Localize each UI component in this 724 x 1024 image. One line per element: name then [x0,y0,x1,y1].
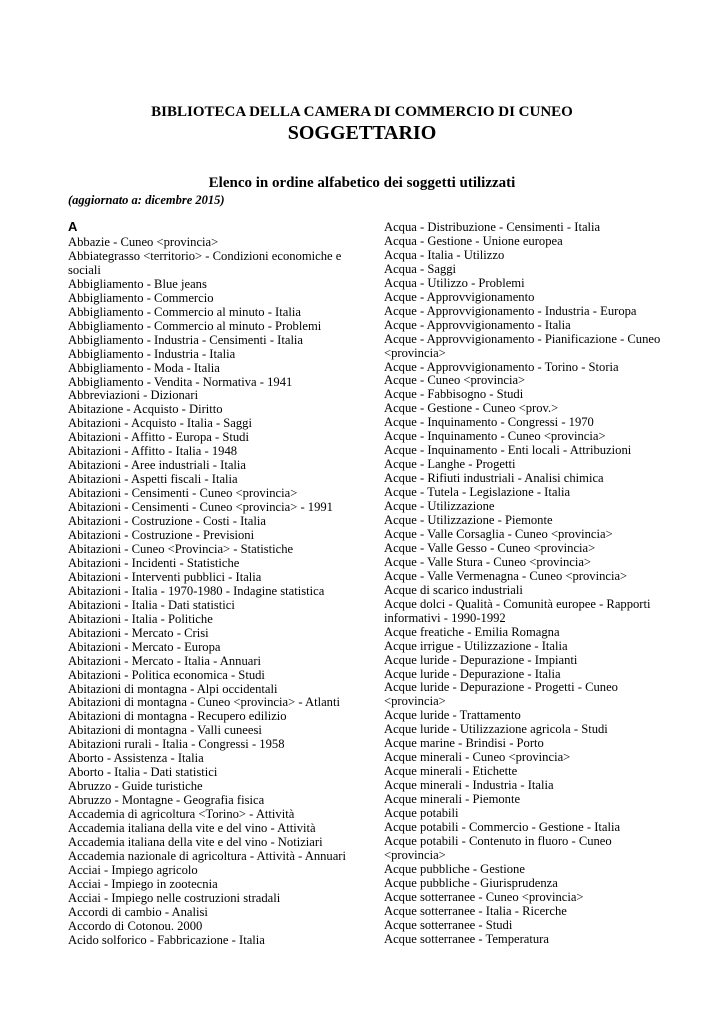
subject-entry: Abitazioni - Mercato - Crisi [68,625,209,640]
subject-entry: Acque minerali - Industria - Italia [384,778,554,793]
subject-entry: Acque - Inquinamento - Congressi - 1970 [384,415,594,430]
subject-entry: Abitazioni - Acquisto - Italia - Saggi [68,416,252,431]
subject-entry: Acque - Langhe - Progetti [384,457,516,472]
subject-entry: Acque - Gestione - Cuneo <prov.> [384,401,559,416]
subject-entry: Acciai - Impiego nelle costruzioni stradali [68,890,281,905]
subject-entry: Abitazioni - Affitto - Europa - Studi [68,430,249,445]
institution-name: BIBLIOTECA DELLA CAMERA DI COMMERCIO DI CUNEO [151,104,573,120]
subject-entry: Abitazioni - Costruzione - Costi - Italia [68,514,266,529]
right-entry-list [384,221,670,947]
subject-entry: Accordo di Cotonou. 2000 [68,918,203,933]
subject-entry: Abbiategrasso <territorio> - Condizioni economiche e sociali [68,248,342,277]
subject-entry: Abitazioni - Aree industriali - Italia [68,458,247,473]
subject-entry: Abitazioni - Mercato - Italia - Annuari [68,653,262,668]
document-subtitle: Elenco in ordine alfabetico dei soggetti utilizzati [208,175,516,191]
subject-entry: Acque pubbliche - Gestione [384,861,525,876]
subject-entry: Acciai - Impiego in zootecnia [68,876,218,891]
subject-entry: Acque - Approvvigionamento - Pianificazione - Cuneo <provincia> [384,331,661,360]
subject-entry: Accademia nazionale di agricoltura - Attività - Annuari [68,848,347,863]
left-column [68,220,350,948]
subject-entry: Abitazioni di montagna - Alpi occidentali [68,681,278,696]
subject-entry: Acqua - Gestione - Unione europea [384,233,563,248]
subject-entry: Acque freatiche - Emilia Romagna [384,624,560,639]
subject-entry: Abbigliamento - Moda - Italia [68,360,220,375]
subject-entry: Abitazioni - Costruzione - Previsioni [68,528,255,543]
subject-entry: Acque sotterranee - Temperatura [384,931,549,946]
document-title: SOGGETTARIO [287,122,437,144]
subject-entry: Abitazione - Acquisto - Diritto [68,402,223,417]
subject-entry: Acque di scarico industriali [384,582,523,597]
subject-entry: Abitazioni - Incidenti - Statistiche [68,555,240,570]
subject-entry: Abbazie - Cuneo <provincia> [68,235,219,249]
subject-entry: Abitazioni di montagna - Cuneo <provincia> - Atlanti [68,695,340,710]
subject-entry: Acque potabili - Commercio - Gestione - Italia [384,819,621,834]
subject-entry: Abbigliamento - Blue jeans [68,276,207,291]
right-column [384,221,670,947]
subject-entry: Abitazioni - Aspetti fiscali - Italia [68,472,238,487]
subject-entry: Acque luride - Trattamento [384,708,521,723]
subject-entry: Abitazioni - Censimenti - Cuneo <provincia> [68,486,298,501]
subject-entry: Abbigliamento - Commercio al minuto - Problemi [68,318,322,333]
subject-entry: Acque irrigue - Utilizzazione - Italia [384,638,568,653]
subject-entry: Abitazioni - Mercato - Europa [68,639,221,654]
subject-entry: Abitazioni rurali - Italia - Congressi - 1958 [68,737,285,752]
subject-entry: Abitazioni - Cuneo <Provincia> - Statistiche [68,541,294,556]
subject-entry: Acque sotterranee - Cuneo <provincia> [384,889,584,904]
subject-entry: Acque - Valle Gesso - Cuneo <provincia> [384,540,596,555]
subject-entry: Acque - Cuneo <provincia> [384,373,526,388]
subject-entry: Abbreviazioni - Dizionari [68,388,199,403]
subject-entry: Acque dolci - Qualità - Comunità europee - Rapporti informativi - 1990-1992 [384,596,651,625]
subject-entry: Abitazioni di montagna - Valli cuneesi [68,723,262,738]
subject-entry: Acque - Utilizzazione [384,499,495,514]
subject-entry: Acque luride - Depurazione - Impianti [384,652,578,667]
subject-entry: Acqua - Utilizzo - Problemi [384,275,525,290]
subject-entry: Abruzzo - Montagne - Geografia fisica [68,793,265,808]
section-letter: A [68,219,78,234]
subject-entry: Acque luride - Depurazione - Italia [384,666,561,681]
subject-entry: Acque sotterranee - Studi [384,917,513,932]
subject-entry: Abbigliamento - Industria - Italia [68,346,236,361]
subject-entry: Acque potabili - Contenuto in fluoro - Cuneo <provincia> [384,833,612,862]
subject-entry: Abitazioni - Politica economica - Studi [68,667,265,682]
subject-entry: Acque sotterranee - Italia - Ricerche [384,903,567,918]
subject-entry: Acque - Tutela - Legislazione - Italia [384,485,571,500]
subject-entry: Accademia di agricoltura <Torino> - Attività [68,807,295,822]
subject-entry: Acque - Valle Corsaglia - Cuneo <provincia> [384,526,613,541]
subject-entry: Acque - Valle Stura - Cuneo <provincia> [384,554,592,569]
subject-entry: Acque - Utilizzazione - Piemonte [384,513,553,528]
subject-entry: Accordi di cambio - Analisi [68,904,208,919]
subject-entry: Acque - Inquinamento - Cuneo <provincia> [384,429,606,444]
subject-entry: Acque - Rifiuti industriali - Analisi chimica [384,471,604,486]
subject-entry: Acqua - Italia - Utilizzo [384,247,505,262]
subject-entry: Acque - Approvvigionamento - Italia [384,317,571,332]
subject-entry: Acque luride - Utilizzazione agricola - Studi [384,722,608,737]
subject-entry: Acque - Valle Vermenagna - Cuneo <provincia> [384,568,628,583]
subject-entry: Abitazioni - Affitto - Italia - 1948 [68,444,238,459]
subject-entry: Acque luride - Depurazione - Progetti - Cuneo <provincia> [384,680,618,709]
subject-entry: Abitazioni - Censimenti - Cuneo <provincia> - 1991 [68,500,333,515]
subject-entry: Abbigliamento - Industria - Censimenti - Italia [68,332,304,347]
subject-entry: Aborto - Italia - Dati statistici [68,765,218,780]
subject-entry: Abitazioni di montagna - Recupero edilizio [68,709,287,724]
subject-entry: Acque minerali - Piemonte [384,792,521,807]
subject-entry: Acque - Approvvigionamento - Industria - Europa [384,303,637,318]
subject-entry: Abitazioni - Italia - Politiche [68,611,213,626]
subject-entry: Acque - Inquinamento - Enti locali - Attribuzioni [384,443,632,458]
update-note: (aggiornato a: dicembre 2015) [68,193,225,207]
subject-entry: Acido solforico - Fabbricazione - Italia [68,932,265,947]
subject-entry: Acqua - Saggi [384,261,457,276]
subject-entry: Accademia italiana della vite e del vino - Notiziari [68,834,323,849]
left-entry-list [68,236,350,948]
subject-entry: Abitazioni - Italia - 1970-1980 - Indagine statistica [68,583,325,598]
subject-entry: Aborto - Assistenza - Italia [68,751,204,766]
subject-entry: Acque - Approvvigionamento [384,289,535,304]
subject-entry: Acque minerali - Etichette [384,764,518,779]
document-header [0,103,724,145]
subject-entry: Acque marine - Brindisi - Porto [384,736,544,751]
subject-entry: Acque minerali - Cuneo <provincia> [384,750,571,765]
subject-entry: Acque - Approvvigionamento - Torino - Storia [384,359,619,374]
subject-entry: Abbigliamento - Vendita - Normativa - 1941 [68,374,293,389]
subject-entry: Acqua - Distribuzione - Censimenti - Italia [384,220,601,234]
subject-entry: Abitazioni - Italia - Dati statistici [68,597,235,612]
subject-entry: Acciai - Impiego agricolo [68,862,198,877]
subject-entry: Abbigliamento - Commercio [68,290,214,305]
subject-entry: Abbigliamento - Commercio al minuto - Italia [68,304,301,319]
subject-entry: Abruzzo - Guide turistiche [68,779,203,794]
subject-entry: Accademia italiana della vite e del vino - Attività [68,821,316,836]
subject-entry: Acque pubbliche - Giurisprudenza [384,875,558,890]
subject-entry: Acque - Fabbisogno - Studi [384,387,524,402]
subject-entry: Acque potabili [384,806,459,821]
subject-entry: Abitazioni - Interventi pubblici - Italia [68,569,262,584]
